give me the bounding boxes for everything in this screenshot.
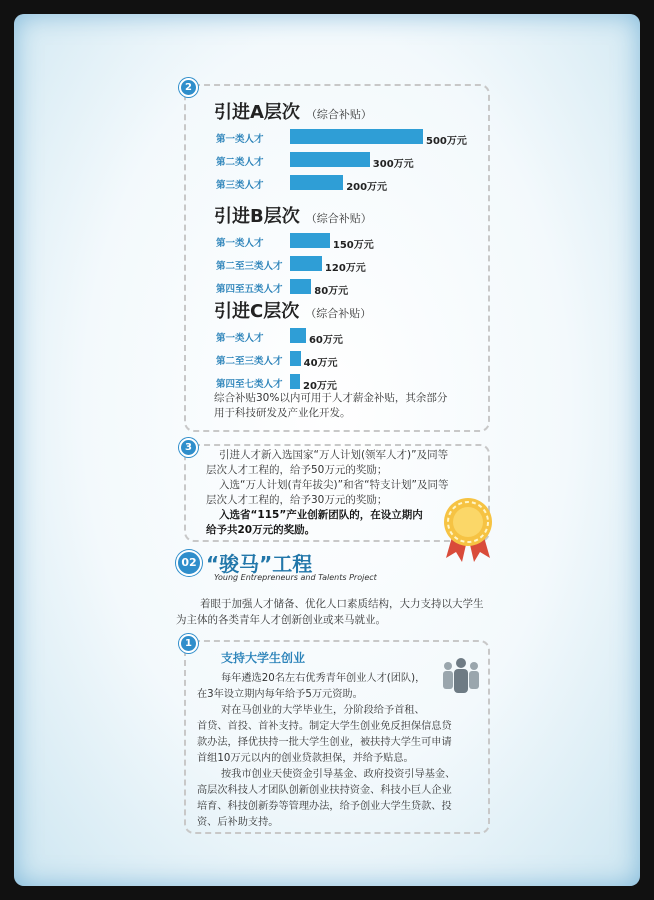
people-icon <box>438 654 484 702</box>
subsidy-bar <box>290 279 311 294</box>
subsidy-note-line-1: 综合补贴30%以内可用于人才薪金补贴，其余部分 <box>214 392 448 404</box>
medal-icon <box>432 492 504 564</box>
startup-line-10: 资、后补助支持。 <box>197 817 279 828</box>
section-3-badge: 3 <box>179 438 198 457</box>
subsidy-bar <box>290 328 306 343</box>
reward-line-2: 层次人才工程的，给予50万元的奖励； <box>206 464 388 476</box>
level-subtitle: （综合补贴） <box>305 307 372 320</box>
subsidy-bar <box>290 233 330 248</box>
section-title: “骏马”工程 <box>206 552 313 576</box>
level-title <box>214 297 371 323</box>
talent-category-label: 第三类人才 <box>216 180 264 191</box>
reward-line-3: 入选“万人计划(青年拔尖)”和省“特支计划”及同等 <box>219 479 449 491</box>
subsidy-value: 500万元 <box>426 136 467 147</box>
startup-line-5: 款办法，择优扶持一批大学生创业，被扶持大学生可申请 <box>197 737 452 748</box>
subsidy-bar <box>290 374 300 389</box>
level-title <box>214 98 372 124</box>
talent-category-label: 第一类人才 <box>216 333 264 344</box>
startup-line-9: 培育、科技创新券等管理办法，给予创业大学生贷款、投 <box>197 801 452 812</box>
subsidy-value: 300万元 <box>372 159 414 170</box>
subsidy-value: 40万元 <box>303 358 338 369</box>
level-title-text: 引进B层次 <box>214 206 300 227</box>
reward-line-4: 层次人才工程的，给予30万元的奖励； <box>206 494 388 506</box>
level-title <box>214 202 372 228</box>
section-subtitle: Young Entrepreneurs and Talents Project <box>214 573 377 582</box>
reward-line-6: 给予共20万元的奖励。 <box>206 524 316 536</box>
level-subtitle: （综合补贴） <box>305 108 372 121</box>
talent-category-label: 第二类人才 <box>216 157 264 168</box>
subsidy-bar <box>290 351 301 366</box>
subsidy-bar <box>290 129 423 144</box>
section-number: 02 <box>176 550 202 576</box>
talent-category-label: 第一类人才 <box>216 134 264 145</box>
talent-category-label: 第二至三类人才 <box>216 356 283 367</box>
startup-line-4: 首贷、首投、首补支持。制定大学生创业免反担保信息贷 <box>197 721 452 732</box>
talent-category-label: 第二至三类人才 <box>216 261 283 272</box>
startup-line-6: 首组10万元以内的创业贷款担保，并给予贴息。 <box>197 753 414 764</box>
intro-line-2: 为主体的各类青年人才创新创业或来马就业。 <box>176 614 386 626</box>
subsidy-value: 80万元 <box>314 286 349 297</box>
subsidy-value: 20万元 <box>303 381 337 392</box>
subsidy-note-line-2: 用于科技研发及产业化开发。 <box>214 407 351 419</box>
level-subtitle: （综合补贴） <box>305 212 372 225</box>
subsidy-value: 200万元 <box>346 182 388 193</box>
reward-line-1: 引进人才新入选国家“万人计划(领军人才)”及同等 <box>219 449 449 461</box>
startup-line-7: 按我市创业天使资金引导基金、政府投资引导基金、 <box>221 769 456 780</box>
page <box>14 14 640 886</box>
intro-line-1: 着眼于加强人才储备、优化人口素质结构，大力支持以大学生 <box>200 598 484 610</box>
startup-support-heading: 支持大学生创业 <box>221 651 306 665</box>
subsidy-value: 120万元 <box>324 263 366 274</box>
level-title-text: 引进C层次 <box>214 301 300 322</box>
subsidy-bar <box>290 175 343 190</box>
reward-line-5: 入选省“115”产业创新团队的，在设立期内 <box>219 509 423 521</box>
talent-category-label: 第一类人才 <box>216 238 264 249</box>
startup-line-2: 在3年设立期内每年给予5万元资助。 <box>197 689 363 700</box>
startup-line-3: 对在马创业的大学毕业生，分阶段给予首租、 <box>221 705 425 716</box>
level-title-text: 引进A层次 <box>214 102 300 123</box>
subsidy-bar <box>290 256 322 271</box>
subsidy-bar <box>290 152 370 167</box>
startup-support-badge: 1 <box>179 634 198 653</box>
talent-category-label: 第四至五类人才 <box>216 284 283 295</box>
subsidy-value: 150万元 <box>332 240 374 251</box>
section-2-badge: 2 <box>179 78 198 97</box>
startup-line-1: 每年遴选20名左右优秀青年创业人才(团队)， <box>221 673 426 684</box>
subsidy-value: 60万元 <box>308 335 343 346</box>
talent-category-label: 第四至七类人才 <box>216 379 283 390</box>
startup-line-8: 高层次科技人才团队创新创业扶持资金、科技小巨人企业 <box>197 785 452 796</box>
